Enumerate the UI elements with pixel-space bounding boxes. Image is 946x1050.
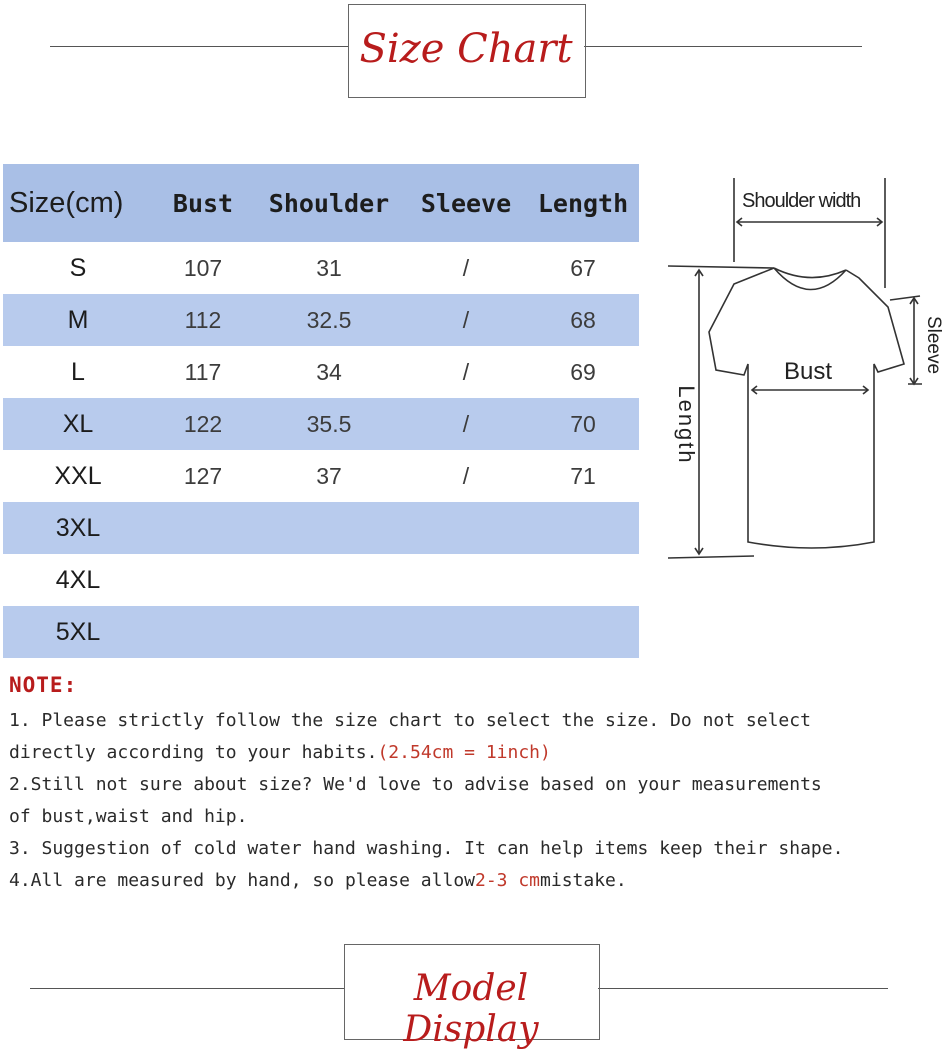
cell-shoulder: 34 <box>316 358 342 385</box>
table-row <box>3 554 639 606</box>
cell-size: XXL <box>54 461 102 490</box>
note-line-1: 1. Please strictly follow the size chart to select the size. Do not select <box>9 710 811 731</box>
model-display-title: Model Display <box>403 968 539 1050</box>
cell-shoulder <box>253 554 405 606</box>
cell-bust <box>153 606 253 658</box>
table-row <box>3 294 639 346</box>
table-row <box>3 398 639 450</box>
tolerance-note: 2-3 cm <box>475 870 541 891</box>
cell-bust: 112 <box>153 294 253 346</box>
cell-size: 4XL <box>55 565 101 594</box>
cell-shoulder: 35.5 <box>253 398 405 450</box>
cell-shoulder <box>253 502 405 554</box>
cell-size: 3XL <box>3 502 153 554</box>
table-row <box>3 606 639 658</box>
cell-length: 68 <box>527 294 639 346</box>
table-row <box>3 346 639 398</box>
size-chart-title: Size Chart <box>359 26 573 72</box>
table-row <box>3 242 639 294</box>
note-line-6-text: 4.All are measured by hand, so please allow <box>9 870 475 891</box>
notes-section <box>9 673 939 897</box>
cell-length: 67 <box>570 254 596 281</box>
table-row <box>3 502 639 554</box>
cell-size: 5XL <box>3 606 153 658</box>
cell-bust: 127 <box>183 462 223 489</box>
note-line-6-end: mistake. <box>540 870 627 891</box>
note-line-6 <box>9 865 939 897</box>
note-line-3: 2.Still not sure about size? We'd love to advise based on your measurements <box>9 774 822 795</box>
tshirt-measurement-diagram <box>664 172 944 572</box>
cell-bust: 107 <box>183 254 223 281</box>
cell-length: 70 <box>527 398 639 450</box>
table-header-row <box>3 164 639 242</box>
inch-conversion-note: (2.54cm = 1inch) <box>377 742 551 763</box>
cell-size: S <box>69 253 87 282</box>
top-divider-right <box>584 46 862 47</box>
cell-length <box>527 554 639 606</box>
note-line-5: 3. Suggestion of cold water hand washing. It can help items keep their shape. <box>9 838 844 859</box>
note-line-2 <box>9 737 939 769</box>
bust-label: Bust <box>784 358 833 385</box>
cell-shoulder <box>253 606 405 658</box>
cell-shoulder: 31 <box>316 254 342 281</box>
length-label: Length <box>674 385 699 465</box>
header-shoulder: Shoulder <box>253 164 405 242</box>
note-line-4: of bust,waist and hip. <box>9 806 248 827</box>
notes-heading: NOTE: <box>9 673 78 697</box>
cell-bust: 117 <box>184 358 222 385</box>
bottom-divider-left <box>30 988 344 989</box>
cell-bust <box>153 502 253 554</box>
size-chart-title-box <box>348 4 584 98</box>
cell-sleeve: / <box>462 254 470 281</box>
sleeve-label: Sleeve <box>923 315 944 375</box>
header-size: Size(cm) <box>3 164 153 242</box>
cell-sleeve: / <box>462 358 470 385</box>
cell-sleeve: / <box>405 398 527 450</box>
cell-bust: 122 <box>153 398 253 450</box>
cell-sleeve: / <box>462 462 470 489</box>
header-sleeve: Sleeve <box>405 164 527 242</box>
cell-size: XL <box>3 398 153 450</box>
size-table <box>3 164 639 658</box>
cell-bust <box>153 554 253 606</box>
cell-sleeve <box>405 502 527 554</box>
cell-sleeve <box>405 606 527 658</box>
header-length: Length <box>527 164 639 242</box>
cell-shoulder: 32.5 <box>253 294 405 346</box>
cell-sleeve <box>405 554 527 606</box>
note-line-2-text: directly according to your habits. <box>9 742 378 763</box>
header-bust: Bust <box>153 164 253 242</box>
top-divider-left <box>50 46 348 47</box>
cell-length: 69 <box>570 358 596 385</box>
cell-length <box>527 502 639 554</box>
shoulder-width-label: Shoulder width <box>742 190 861 212</box>
cell-size: L <box>71 357 85 386</box>
table-row <box>3 450 639 502</box>
model-display-title-box <box>344 944 598 1050</box>
cell-shoulder: 37 <box>316 462 342 489</box>
cell-sleeve: / <box>405 294 527 346</box>
cell-size: M <box>3 294 153 346</box>
cell-length <box>527 606 639 658</box>
cell-length: 71 <box>570 462 596 489</box>
bottom-divider-right <box>598 988 888 989</box>
